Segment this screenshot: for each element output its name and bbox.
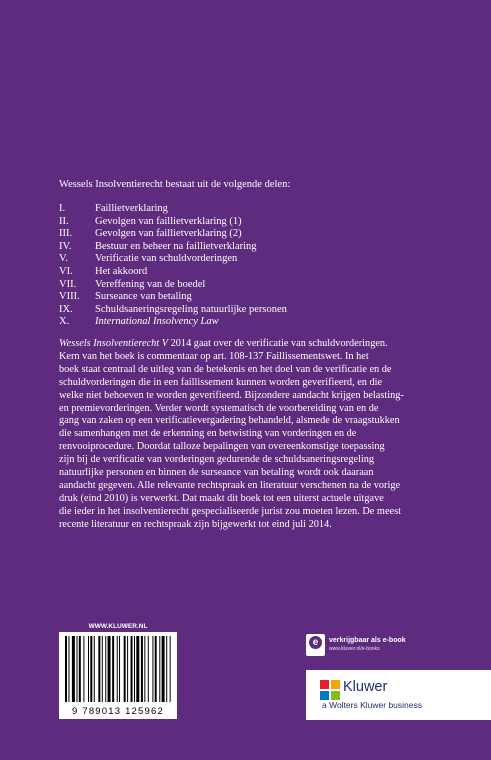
description-line: die samenhangen met de erkenning en betwisting van vorderingen en de (59, 428, 357, 440)
barcode-bar (112, 636, 114, 702)
barcode-bar (72, 636, 75, 702)
description-line: die ieder in het insolventierecht gespecialiseerde jurist zou moeten lezen. De meest (59, 505, 401, 517)
list-item (59, 228, 459, 241)
barcode-bars (65, 636, 171, 702)
ebook-text (329, 637, 406, 653)
list-item (59, 241, 459, 254)
description-line: schuldvorderingen die in een faillissement kunnen worden geverifieerd, en die (59, 376, 383, 388)
barcode-bar (79, 636, 81, 702)
barcode-bar (166, 636, 167, 702)
list-item (59, 216, 459, 229)
publisher-name: Kluwer (343, 679, 388, 695)
description-paragraph (59, 338, 436, 532)
barcode-bar (119, 636, 120, 702)
barcode-bar (155, 636, 157, 702)
barcode-block (59, 621, 177, 719)
book-title-italic: Wessels Insolventierecht V (59, 338, 169, 349)
part-number: V. (59, 253, 68, 265)
part-title: Schuldsaneringsregeling natuurlijke personen (95, 303, 287, 315)
list-item (59, 203, 459, 216)
barcode-bar (170, 636, 171, 702)
description-line: recente literatuur en rechtspraak zijn bijgewerkt tot eind juli 2014. (59, 518, 332, 530)
publisher-tagline: a Wolters Kluwer business (322, 700, 422, 710)
e-book-icon: e (306, 634, 325, 656)
barcode-bar (144, 636, 145, 702)
part-number: I. (59, 203, 66, 214)
part-title: Gevolgen van faillietverklaring (2) (95, 228, 242, 240)
wolters-kluwer-logo-icon (320, 680, 340, 700)
barcode-bar (68, 636, 69, 702)
barcode-bar (136, 636, 139, 702)
list-item (59, 291, 459, 304)
part-number: IX. (59, 303, 73, 315)
barcode-bar (148, 636, 149, 702)
barcode-bar (162, 636, 165, 702)
isbn-digits: 9 789013 125962 (72, 706, 164, 717)
barcode-bar (88, 636, 89, 702)
part-title: Bestuur en beheer na faillietverklaring (95, 240, 257, 252)
part-number: II. (59, 215, 69, 227)
list-item (59, 266, 459, 279)
ebook-badge (306, 633, 426, 657)
part-title: Surseance van betaling (95, 291, 192, 303)
barcode-bar (77, 636, 78, 702)
part-number: III. (59, 228, 73, 240)
barcode-bar (98, 636, 100, 702)
barcode-bar (65, 636, 67, 702)
part-number: VIII. (59, 291, 80, 303)
description-line: 2014 gaat over de verificatie van schuldvorderingen. (168, 338, 388, 349)
barcode-bar (108, 636, 111, 702)
barcode-bar (127, 636, 128, 702)
barcode-bar (90, 636, 92, 702)
description-line: boek staat centraal de uitleg van de betekenis en het doel van de verificatie en de (59, 363, 392, 375)
part-title: International Insolvency Law (95, 316, 219, 328)
part-number: IV. (59, 240, 72, 252)
barcode-bar (131, 636, 133, 702)
part-title: Verificatie van schuldvorderingen (95, 253, 238, 265)
intro-text: Wessels Insolventierecht bestaat uit de volgende delen: (59, 179, 291, 190)
part-title: Gevolgen van faillietverklaring (1) (95, 215, 242, 227)
list-item (59, 304, 459, 317)
ebook-label: verkrijgbaar als e-book (329, 637, 406, 644)
part-title: Vereffening van de boedel (95, 278, 206, 290)
list-item (59, 279, 459, 292)
description-line: natuurlijke personen en binnen de surseance van betaling wordt ook daaraan (59, 467, 374, 479)
parts-list (59, 203, 459, 329)
publisher-url: WWW.KLUWER.NL (88, 623, 148, 630)
description-line: Kern van het boek is commentaar op art. 108-137 Faillissementswet. In het (59, 350, 369, 362)
barcode (59, 632, 177, 719)
ebook-url: www.kluwer.nl/e-books (329, 646, 380, 652)
barcode-bar (159, 636, 160, 702)
barcode-bar (94, 636, 95, 702)
description-line: druk (eind 2010) is verwerkt. Dat maakt dit boek tot een uiterst actuele uitgave (59, 492, 384, 504)
description-line: gang van zaken op een verificatievergadering behandeld, alsmede de vraagstukken (59, 415, 400, 427)
description-line: en premievorderingen. Verder wordt systematisch de voorbereiding van en de (59, 402, 379, 414)
list-item (59, 253, 459, 266)
description-line: zijn bij de verificatie van vorderingen gedurende de schuldsaneringsregeling (59, 454, 375, 466)
barcode-bar (141, 636, 143, 702)
barcode-bar (117, 636, 118, 702)
part-number: VI. (59, 265, 73, 277)
part-title: Het akkoord (95, 265, 148, 277)
description-line: aandacht gegeven. Alle relevante rechtspraak en literatuur verschenen na de vorige (59, 479, 401, 491)
barcode-bar (102, 636, 103, 702)
part-title: Faillietverklaring (95, 203, 168, 214)
barcode-bar (105, 636, 106, 702)
barcode-bar (134, 636, 135, 702)
description-line: welke niet behoeven te worden geverifieerd. Bijzondere aandacht krijgen belasting- (59, 389, 404, 401)
list-item (59, 316, 459, 329)
description-line: renvooiprocedure. Doordat talloze bepalingen van overeenkomstige toepassing (59, 441, 385, 453)
barcode-bar (83, 636, 84, 702)
barcode-bar (124, 636, 126, 702)
publisher-logo-box (306, 670, 491, 720)
part-number: VII. (59, 278, 77, 290)
barcode-bar (152, 636, 153, 702)
part-number: X. (59, 316, 70, 328)
